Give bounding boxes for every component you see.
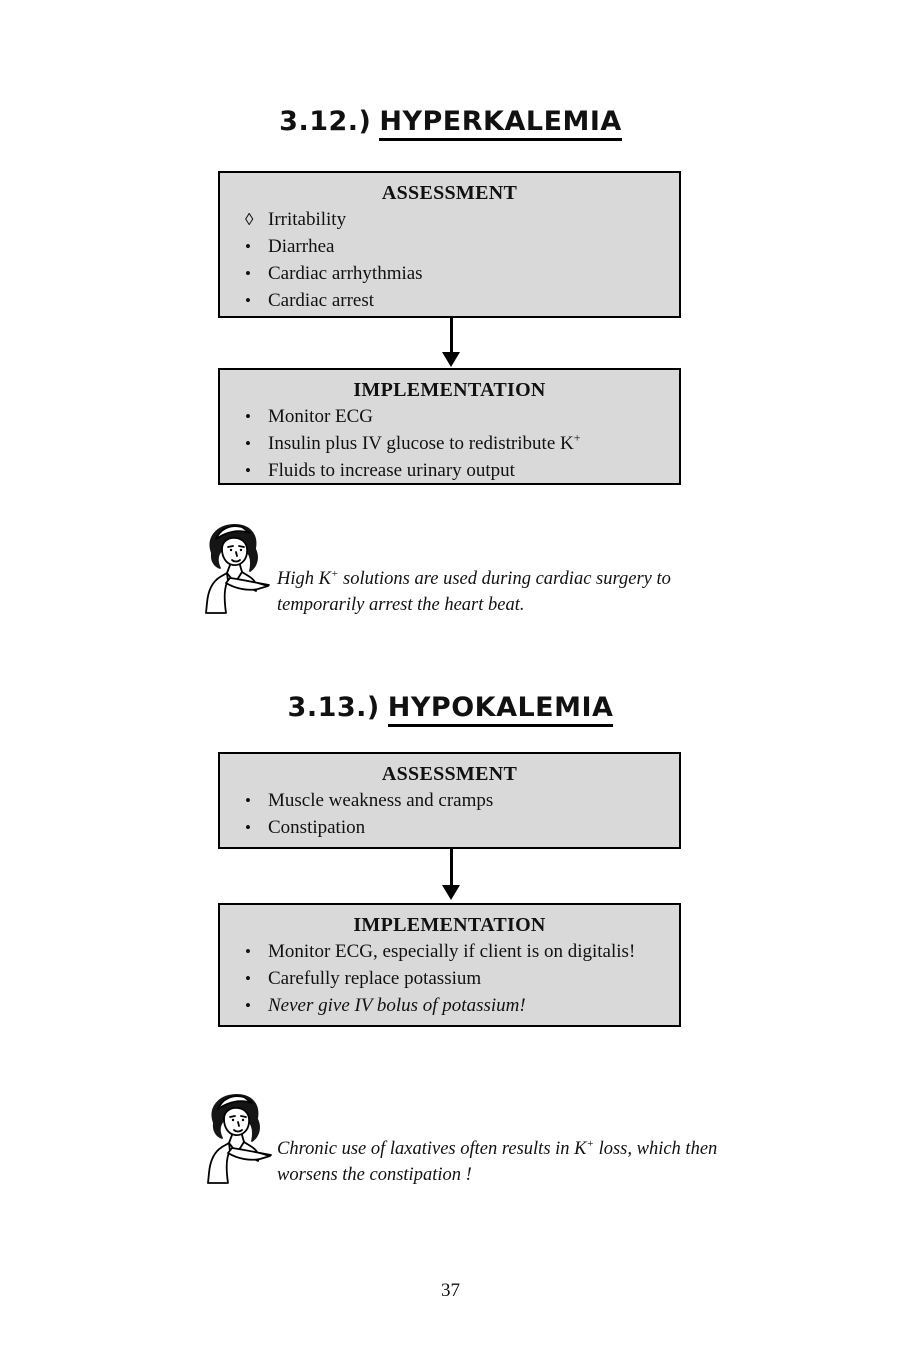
implementation-box-hyperkalemia [218,368,681,485]
box-header: IMPLEMENTATION [353,379,546,401]
nurse-icon [198,1091,276,1185]
list-item [220,233,679,260]
box-header: IMPLEMENTATION [353,914,546,936]
list-item [220,430,679,457]
dot-bullet-icon: • [245,291,251,310]
superscript-plus: + [573,430,581,445]
dot-bullet-icon: • [245,407,251,426]
dot-bullet-icon: • [245,461,251,480]
item-text: Fluids to increase urinary output [268,460,515,481]
list-item [220,965,679,992]
item-text: Monitor ECG [268,406,374,427]
item-text: Insulin plus IV glucose to redistribute K+ [268,430,581,454]
list-item [220,938,679,965]
item-text: Constipation [268,817,366,838]
implementation-box-hypokalemia [218,903,681,1027]
section-number: 3.12.) [279,106,372,137]
arrow-head [442,352,460,367]
arrow-shaft [450,849,453,885]
arrow-shaft [450,318,453,352]
item-text: Never give IV bolus of potassium! [268,995,526,1016]
diamond-bullet-icon: ◊ [245,210,254,229]
superscript-plus: + [330,567,339,580]
list-item [220,992,679,1019]
dot-bullet-icon: • [245,264,251,283]
section-title-hyperkalemia [0,104,901,140]
item-text: Muscle weakness and cramps [268,790,494,811]
section-number: 3.13.) [287,692,380,723]
list-item [220,206,679,233]
section-title-hypokalemia [0,690,901,726]
nurse-icon [196,521,274,615]
dot-bullet-icon: • [245,434,251,453]
down-arrow [442,318,460,367]
arrow-head [442,885,460,900]
dot-bullet-icon: • [245,791,251,810]
dot-bullet-icon: • [245,942,251,961]
list-item [220,814,679,841]
box-header: ASSESSMENT [381,182,518,204]
item-text: Cardiac arrest [268,290,375,311]
box-header: ASSESSMENT [381,763,518,785]
page-number: 37 [441,1280,460,1301]
note-text: High K+ solutions are used during cardiac surgery to temporarily arrest the heart beat. [277,567,671,615]
dot-bullet-icon: • [245,996,251,1015]
list-item [220,287,679,314]
section-title-text: HYPOKALEMIA [388,692,614,727]
list-item [220,260,679,287]
superscript-plus: + [586,1137,594,1150]
list-item [220,787,679,814]
list-item [220,457,679,484]
item-text: Monitor ECG, especially if client is on digitalis! [268,941,636,962]
section-title-text: HYPERKALEMIA [379,106,621,141]
note-text: Chronic use of laxatives often results in K+ loss, which then worsens the constipation ! [277,1137,718,1185]
item-text: Irritability [268,209,347,230]
item-text: Carefully replace potassium [268,968,482,989]
item-text: Cardiac arrhythmias [268,263,423,284]
down-arrow [442,849,460,900]
dot-bullet-icon: • [245,237,251,256]
dot-bullet-icon: • [245,969,251,988]
list-item [220,403,679,430]
item-text: Diarrhea [268,236,335,257]
assessment-box-hyperkalemia [218,171,681,318]
assessment-box-hypokalemia [218,752,681,849]
dot-bullet-icon: • [245,818,251,837]
